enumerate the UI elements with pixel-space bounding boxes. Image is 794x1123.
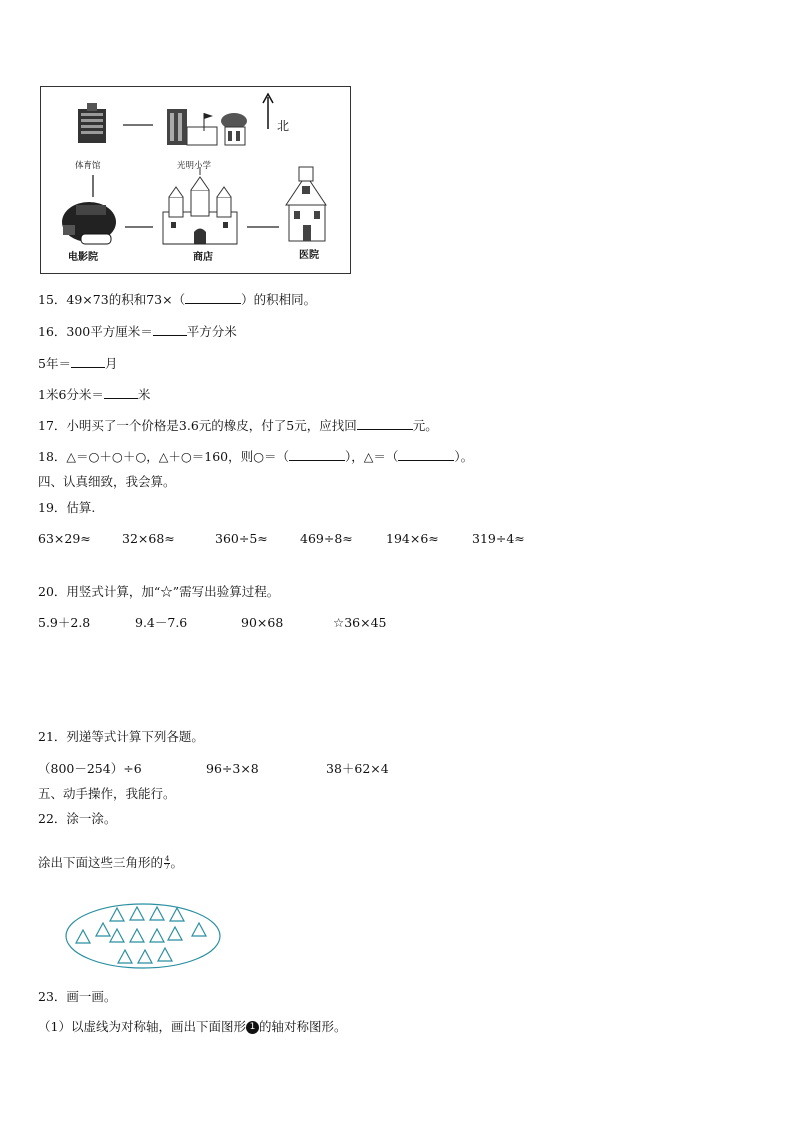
triangle-shape[interactable] bbox=[110, 908, 124, 921]
question-number: 16． bbox=[38, 324, 67, 339]
question-16-line-2: 5年＝ 月 bbox=[38, 356, 118, 371]
map-label-hospital: 医院 bbox=[299, 250, 319, 261]
map-figure bbox=[40, 86, 351, 274]
question-title: 用竖式计算，加“☆”需写出验算过程。 bbox=[66, 584, 280, 599]
expression: 469÷8≈ bbox=[300, 531, 353, 546]
question-23 bbox=[38, 989, 116, 1005]
expression: 90×68 bbox=[241, 615, 284, 630]
map-label-gym: 体育馆 bbox=[75, 161, 101, 171]
question-title: 列递等式计算下列各题。 bbox=[66, 729, 204, 744]
triangle-shape[interactable] bbox=[192, 923, 206, 936]
question-20 bbox=[38, 584, 279, 600]
triangle-shape[interactable] bbox=[118, 950, 132, 963]
circled-number-icon: 1 bbox=[246, 1021, 259, 1034]
expression: 96÷3×8 bbox=[206, 761, 259, 776]
question-22 bbox=[38, 811, 116, 827]
triangle-shape[interactable] bbox=[150, 907, 164, 920]
question-number: 18． bbox=[38, 449, 67, 464]
question-15: 15．49×73的积和73×（ ）的积相同。 bbox=[38, 292, 317, 307]
triangle-shape[interactable] bbox=[168, 927, 182, 940]
question-19 bbox=[38, 500, 95, 516]
expression: 360÷5≈ bbox=[215, 531, 268, 546]
triangle-shape[interactable] bbox=[130, 907, 144, 920]
question-16-line-1: 16．300平方厘米＝ 平方分米 bbox=[38, 324, 237, 339]
expression: 32×68≈ bbox=[122, 531, 175, 546]
answer-blank[interactable] bbox=[185, 291, 241, 304]
cinema-icon bbox=[62, 202, 116, 244]
question-title: 估算. bbox=[66, 500, 96, 515]
expression: 63×29≈ bbox=[38, 531, 91, 546]
map-label-cinema: 电影院 bbox=[68, 252, 98, 263]
answer-blank[interactable] bbox=[357, 417, 413, 430]
question-title: 画一画。 bbox=[66, 989, 117, 1004]
question-18: 18．△＝○＋○＋○，△＋○＝160，则○＝（ ），△＝（ ）。 bbox=[38, 449, 474, 464]
q21-expressions bbox=[38, 761, 438, 777]
map-label-shop: 商店 bbox=[193, 252, 213, 263]
question-23-sub-1: （1）以虚线为对称轴，画出下面图形 1 的轴对称图形。 bbox=[38, 1019, 347, 1034]
answer-blank[interactable] bbox=[104, 386, 138, 399]
triangle-ellipse bbox=[65, 902, 225, 976]
answer-blank[interactable] bbox=[153, 323, 187, 336]
question-number: 22． bbox=[38, 811, 67, 826]
answer-blank[interactable] bbox=[289, 448, 345, 461]
question-number: 19． bbox=[38, 500, 67, 515]
north-label: 北 bbox=[277, 119, 290, 133]
hospital-icon bbox=[286, 167, 326, 241]
triangle-shape[interactable] bbox=[150, 929, 164, 942]
answer-blank[interactable] bbox=[71, 355, 105, 368]
triangle-shape[interactable] bbox=[96, 923, 110, 936]
triangle-shape[interactable] bbox=[158, 948, 172, 961]
answer-blank[interactable] bbox=[398, 448, 454, 461]
triangle-shape[interactable] bbox=[130, 929, 144, 942]
map-label-school: 光明小学 bbox=[177, 161, 212, 171]
triangle-shape[interactable] bbox=[76, 930, 90, 943]
expression: 319÷4≈ bbox=[472, 531, 525, 546]
q19-expressions bbox=[38, 531, 558, 547]
expression: 5.9＋2.8 bbox=[38, 615, 91, 630]
gym-icon bbox=[78, 103, 106, 143]
school-icon bbox=[167, 109, 247, 145]
question-number: 20． bbox=[38, 584, 67, 599]
question-17: 17．小明买了一个价格是3.6元的橡皮，付了5元，应找回 元。 bbox=[38, 418, 438, 433]
expression: （800－254）÷6 bbox=[38, 761, 142, 776]
triangle-shape[interactable] bbox=[138, 950, 152, 963]
shop-icon bbox=[163, 167, 237, 244]
expression: 38＋62×4 bbox=[326, 761, 389, 776]
question-21 bbox=[38, 729, 204, 745]
section-5-heading: 五、动手操作，我能行。 bbox=[38, 786, 176, 801]
question-text: 49×73的积和73×（ bbox=[66, 292, 186, 307]
question-number: 23． bbox=[38, 989, 67, 1004]
expression: 194×6≈ bbox=[386, 531, 439, 546]
q20-expressions bbox=[38, 615, 438, 631]
triangle-group bbox=[65, 902, 225, 972]
section-4-heading: 四、认真细致，我会算。 bbox=[38, 474, 176, 489]
question-number: 17． bbox=[38, 418, 67, 433]
triangle-shape[interactable] bbox=[170, 908, 184, 921]
question-number: 21． bbox=[38, 729, 67, 744]
triangle-shape[interactable] bbox=[110, 929, 124, 942]
question-16-line-3: 1米6分米＝ 米 bbox=[38, 387, 151, 402]
question-title: 涂一涂。 bbox=[66, 811, 117, 826]
fraction: $\frac{4}{7}$ bbox=[165, 855, 170, 871]
expression: 9.4－7.6 bbox=[135, 615, 188, 630]
question-22-instruction: 涂出下面这些三角形的 $\frac{4}{7}$ 。 bbox=[38, 855, 183, 871]
question-number: 15． bbox=[38, 292, 67, 307]
expression: ☆36×45 bbox=[333, 615, 387, 630]
